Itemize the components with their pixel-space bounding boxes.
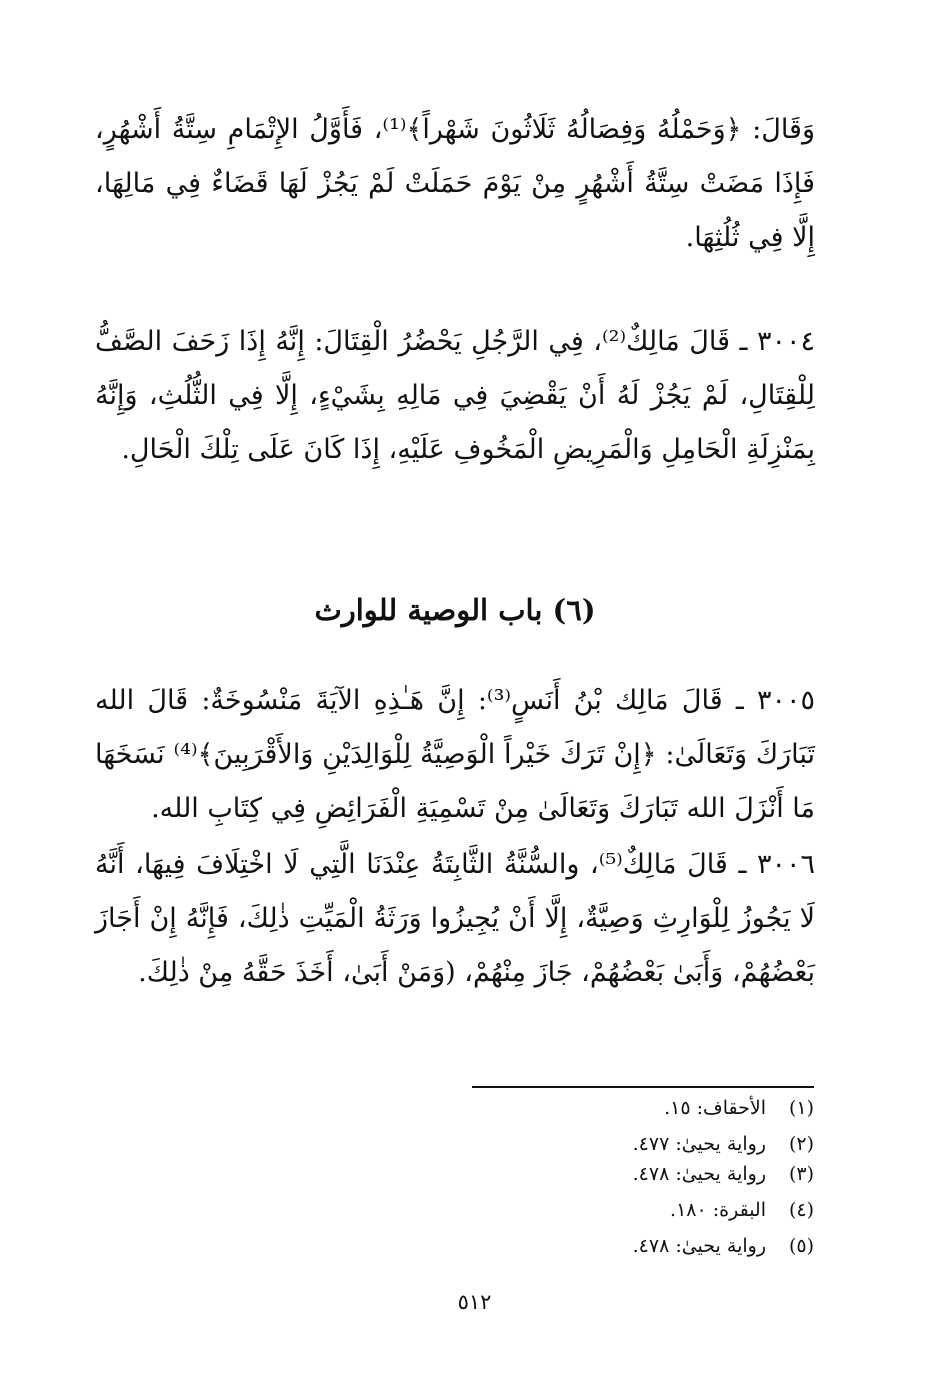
- footnote-text: رواية يحيىٰ: ٤٧٨.: [632, 1235, 766, 1257]
- footnotes-list: [400, 1097, 814, 1271]
- footnote-number: (٣): [788, 1163, 814, 1185]
- page-number: ٥١٢: [457, 1290, 492, 1314]
- paragraph-3005: ٣٠٠٥ ـ قَالَ مَالِك بْنُ أَنَسٍ⁽³⁾: إِنَّ هَـٰذِهِ الآيَةَ مَنْسُوخَةٌ: قَالَ الله تَبَارَكَ وَتَعَالَىٰ: ﴿إِنْ تَرَكَ خَيْراً الْوَصِيَّةُ لِلْوَالِدَيْنِ وَالأَقْرَبِينَ﴾⁽⁴⁾ نَسَخَهَا مَا أَنْزَلَ الله تَبَارَكَ وَتَعَالَىٰ مِنْ تَسْمِيَةِ الْفَرَائِضِ فِي كِتَابِ الله.: [95, 685, 815, 824]
- footnote-item: [400, 1199, 814, 1235]
- footnote-item: [400, 1097, 814, 1133]
- chapter-heading: (٦) باب الوصية للوارث: [314, 593, 596, 627]
- paragraph-3004: ٣٠٠٤ ـ قَالَ مَالِكٌ⁽²⁾، فِي الرَّجُلِ يَحْضُرُ الْقِتَالَ: إِنَّهُ إِذَا زَحَفَ الصَّفُّ لِلْقِتَالِ، لَمْ يَجُزْ لَهُ أَنْ يَقْضِيَ فِي مَالِهِ بِشَيْءٍ، إِلَّا فِي الثُّلُثِ، وَإِنَّهُ بِمَنْزِلَةِ الْحَامِلِ وَالْمَرِيضِ الْمَخُوفِ عَلَيْهِ، إِذَا كَانَ عَلَى تِلْكَ الْحَالِ.: [95, 326, 815, 465]
- footnote-text: رواية يحيىٰ: ٤٧٨.: [632, 1163, 766, 1185]
- footnote-text: رواية يحيىٰ: ٤٧٧.: [632, 1133, 766, 1155]
- footnote-number: (٢): [788, 1133, 814, 1155]
- paragraph-continuation: وَقَالَ: ﴿وَحَمْلُهُ وَفِصَالُهُ ثَلَاثُونَ شَهْراً﴾⁽¹⁾، فَأَوَّلُ الإِتْمَامِ سِتَّةُ أَشْهُرٍ، فَإِذَا مَضَتْ سِتَّةُ أَشْهُرٍ مِنْ يَوْمَ حَمَلَتْ لَمْ يَجُزْ لَهَا قَضَاءٌ فِي مَالِهَا، إِلَّا فِي ثُلُثِهَا.: [95, 114, 815, 253]
- paragraph-3006: ٣٠٠٦ ـ قَالَ مَالِكٌ⁽⁵⁾، والسُّنَّةُ الثَّابِتَةُ عِنْدَنَا الَّتِي لَا اخْتِلَافَ فِيهَا، أَنَّهُ لَا يَجُوزُ لِلْوَارِثِ وَصِيَّةٌ، إِلَّا أَنْ يُجِيزُوا وَرَثَةُ الْمَيِّتِ ذٰلِكَ، فَإِنَّهُ إِنْ أَجَازَ بَعْضُهُمْ، وَأَبَىٰ بَعْضُهُمْ، جَازَ مِنْهُمْ، (وَمَنْ أَبَىٰ، أَخَذَ حَقَّهُ مِنْ ذٰلِكَ.: [95, 849, 815, 988]
- footnote-item: [400, 1133, 814, 1163]
- footnote-item: [400, 1235, 814, 1271]
- footnote-item: [400, 1163, 814, 1199]
- footnote-divider: [472, 1086, 814, 1088]
- footnote-text: الأحقاف: ١٥.: [664, 1097, 766, 1119]
- footnote-text: البقرة: ١٨٠.: [670, 1199, 766, 1221]
- footnote-number: (٥): [788, 1235, 814, 1257]
- footnote-number: (١): [788, 1097, 814, 1119]
- footnote-number: (٤): [788, 1199, 814, 1221]
